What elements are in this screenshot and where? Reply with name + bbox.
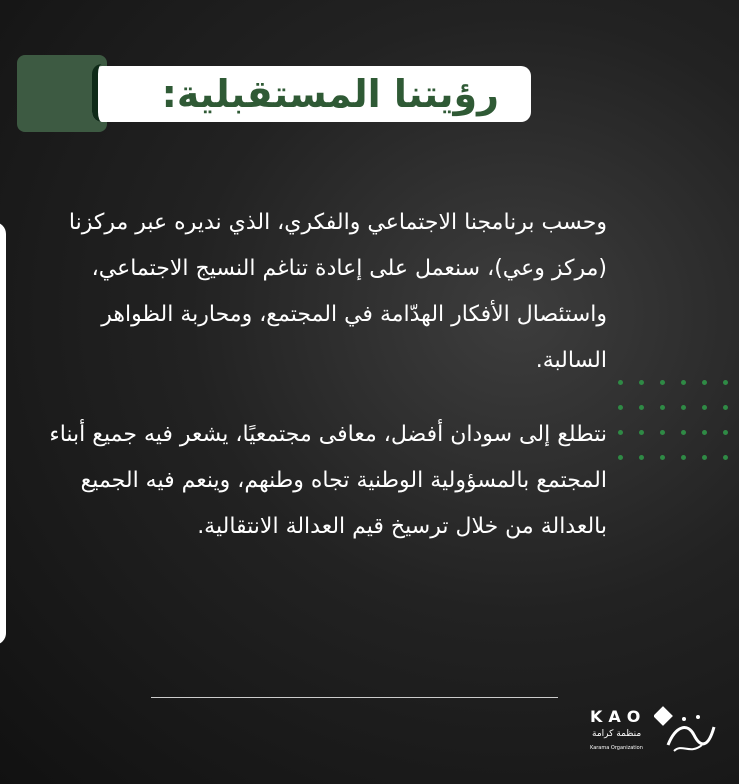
dot bbox=[618, 380, 623, 385]
dot bbox=[639, 380, 644, 385]
dot bbox=[723, 405, 728, 410]
dot bbox=[681, 430, 686, 435]
paragraph-vision-future: نتطلع إلى سودان أفضل، معافى مجتمعيًا، يشعر فيه جميع أبناء المجتمع بالمسؤولية الوطنية تجاه وطنهم، وينعم فيه الجميع بالعدالة من خلال ترسيخ قيم العدالة الانتقالية. bbox=[49, 422, 607, 539]
dot bbox=[702, 380, 707, 385]
dot bbox=[618, 455, 623, 460]
dot bbox=[723, 455, 728, 460]
dot bbox=[660, 455, 665, 460]
logo-english-name: Karama Organization bbox=[590, 745, 643, 751]
dot bbox=[639, 455, 644, 460]
logo-letters: KAO bbox=[590, 707, 647, 726]
dot bbox=[702, 405, 707, 410]
karama-organization-logo bbox=[590, 705, 720, 765]
dot bbox=[681, 455, 686, 460]
dot bbox=[660, 380, 665, 385]
dot bbox=[681, 405, 686, 410]
dot bbox=[660, 405, 665, 410]
title-banner bbox=[92, 66, 531, 122]
divider-line bbox=[151, 697, 558, 698]
paragraph-vision-program: وحسب برنامجنا الاجتماعي والفكري، الذي نديره عبر مركزنا (مركز وعي)، سنعمل على إعادة تناغم النسيج الاجتماعي، واستئصال الأفكار الهدّامة في المجتمع، ومحاربة الظواهر السالبة. bbox=[68, 210, 607, 373]
dot bbox=[618, 430, 623, 435]
dot bbox=[681, 380, 686, 385]
dot bbox=[618, 405, 623, 410]
dot bbox=[639, 405, 644, 410]
dot bbox=[702, 455, 707, 460]
decorative-white-edge bbox=[0, 222, 6, 645]
logo-arabic-name: منظمة كرامة bbox=[592, 729, 642, 739]
page-title: رؤيتنا المستقبلية: bbox=[161, 72, 499, 116]
dot bbox=[660, 430, 665, 435]
dot bbox=[723, 380, 728, 385]
dot bbox=[639, 430, 644, 435]
calligraphy-emblem-icon bbox=[654, 705, 716, 761]
decorative-dot-grid bbox=[618, 380, 729, 460]
dot bbox=[702, 430, 707, 435]
dot bbox=[723, 430, 728, 435]
